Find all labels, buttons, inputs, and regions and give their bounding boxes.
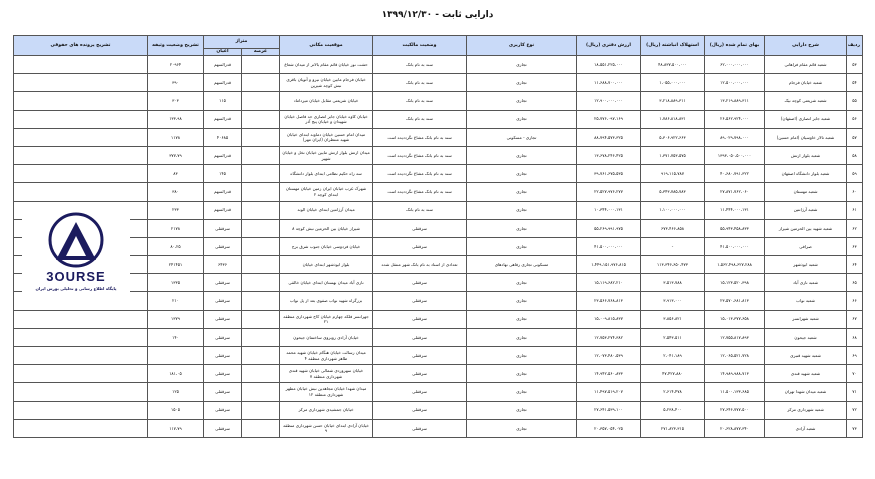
bourse-logo-mark <box>46 212 106 268</box>
cell-legal-notes <box>14 74 148 92</box>
cell-row-number: ۶۹ <box>847 347 863 365</box>
cell-legal-notes <box>14 56 148 74</box>
cell-cost: ۱۵،۱۲۳،۵۲۰،۳۹۸ <box>705 274 765 292</box>
cell-row-number: ۵۵ <box>847 92 863 110</box>
cell-usage: تجاری <box>467 274 577 292</box>
table-row <box>14 165 863 183</box>
cell-location: خیابان شریعتی مقابل خیابان میرداماد <box>280 92 373 110</box>
cell-depreciation: ۱۱۳،۳۴۶،۶۵۰،۴۷۳ <box>641 256 705 274</box>
cell-area-land <box>242 165 280 183</box>
cell-usage: تجاری <box>467 146 577 164</box>
cell-area-land <box>242 128 280 146</box>
cell-depreciation: ۴۷،۴۲۷،۸۸۰ <box>641 365 705 383</box>
cell-book-value: ۸۸،۷۹۴،۵۷۳،۳۲۵ <box>577 128 641 146</box>
cell-ownership: سند به نام بانک <box>373 201 467 219</box>
cell-description: شعبه بلوار ارتش <box>765 146 847 164</box>
cell-usage: تجاری <box>467 237 577 255</box>
cell-location: شهرک غرب خیابان ایران زمین خیابان مهستان ابتدای کوچه ۲ <box>280 183 373 201</box>
cell-doc-status: ۲۴۱۴۵۱ <box>148 256 204 274</box>
cell-cost: ۴۱،۵۰۰،۰۰۰،۰۰۰ <box>705 237 765 255</box>
cell-row-number: ۶۵ <box>847 274 863 292</box>
table-row <box>14 219 863 237</box>
cell-usage: تجاری <box>467 219 577 237</box>
cell-row-number: ۶۶ <box>847 292 863 310</box>
table-row <box>14 328 863 346</box>
cell-area-building: سرقفلی <box>204 219 242 237</box>
table-row <box>14 92 863 110</box>
cell-row-number: ۵۴ <box>847 74 863 92</box>
cell-description: شعبه شریعتی کوچه نیک <box>765 92 847 110</box>
cell-row-number: ۶۳ <box>847 237 863 255</box>
col-header-ownership: وضعیت مالکیت <box>373 36 467 56</box>
cell-description: شعبه شهرداری مرکز <box>765 401 847 419</box>
cell-location: خیابان آزادی ابتدای خیابان حسن شهرداری منطقه ۹ <box>280 419 373 437</box>
cell-book-value: ۲۷،۶۴۱،۵۳۹،۱۰۰ <box>577 401 641 419</box>
cell-area-building: ۱۴۵ <box>204 165 242 183</box>
cell-usage: تجاری <box>467 110 577 128</box>
cell-book-value: ۲۰،۳۵۷،۰۵۴،۰۲۵ <box>577 419 641 437</box>
cell-description: شعبه نازی آباد <box>765 274 847 292</box>
cell-description: شعبه مهستان <box>765 183 847 201</box>
cell-depreciation: ۴۸،۸۳۷،۵۰۰،۰۰۰ <box>641 56 705 74</box>
cell-book-value: ۴۱،۵۰۰،۰۰۰،۰۰۰ <box>577 237 641 255</box>
cell-legal-notes <box>14 146 148 164</box>
col-header-usage: نوع کاربری <box>467 36 577 56</box>
cell-area-building: قدرالسهم <box>204 183 242 201</box>
cell-legal-notes <box>14 365 148 383</box>
cell-description: شعبه نواب <box>765 292 847 310</box>
cell-row-number: ۷۳ <box>847 419 863 437</box>
cell-area-land <box>242 237 280 255</box>
cell-area-land <box>242 310 280 328</box>
cell-cost: ۶۲،۰۰۰،۰۰۰،۰۰۰ <box>705 56 765 74</box>
cell-cost: ۱۲،۰۶۵،۵۲۱،۷۲۸ <box>705 347 765 365</box>
cell-legal-notes <box>14 347 148 365</box>
cell-area-land <box>242 347 280 365</box>
cell-row-number: ۷۰ <box>847 365 863 383</box>
cell-description: شعبه ابوذشهر <box>765 256 847 274</box>
cell-area-building: ۶۴۳۶ <box>204 256 242 274</box>
cell-doc-status <box>148 347 204 365</box>
cell-usage: تجاری <box>467 74 577 92</box>
cell-cost: ۱۱،۵۰۰،۱۳۳،۶۸۵ <box>705 383 765 401</box>
cell-book-value: ۱۱،۶۸۸،۷۰۰،۰۰۰ <box>577 74 641 92</box>
cell-doc-status: ۱۱۷۸ <box>148 128 204 146</box>
cell-doc-status: ۳۷۷،۷۹ <box>148 146 204 164</box>
cell-book-value: ۱۳،۶۷۸،۲۴۶،۴۲۵ <box>577 146 641 164</box>
cell-cost: ۱۳۹۳،۰۵۰،۵۰۰،۰۰۰ <box>705 146 765 164</box>
cell-row-number: ۵۸ <box>847 146 863 164</box>
table-row <box>14 347 863 365</box>
col-header-book-value: ارزش دفتری (ریال) <box>577 36 641 56</box>
cell-row-number: ۶۰ <box>847 183 863 201</box>
cell-cost: ۱۲،۷۵۵،۸۱۷،۸۹۳ <box>705 328 765 346</box>
cell-area-building: سرقفلی <box>204 292 242 310</box>
cell-depreciation: ۱،۰۵۵،۰۰۰،۰۰۰ <box>641 74 705 92</box>
cell-location: جهرانسر فلکه چهارم خیابان کاج شهرداری منطقه ۲۱ <box>280 310 373 328</box>
cell-book-value: ۳۹،۷۶۱،۶۷۵،۵۳۵ <box>577 165 641 183</box>
cell-doc-status: ۱۵۰۵ <box>148 401 204 419</box>
cell-description: شعبه شهید قنبری <box>765 347 847 365</box>
cell-ownership: سرقفلی <box>373 419 467 437</box>
table-row <box>14 274 863 292</box>
cell-doc-status: ۱۴۰ <box>148 328 204 346</box>
cell-location: حشت نور خیابان قائم مقام بالاتر از میدان شعاع <box>280 56 373 74</box>
cell-ownership: سند به نام بانک <box>373 110 467 128</box>
cell-row-number: ۶۸ <box>847 328 863 346</box>
cell-usage: تجاری <box>467 328 577 346</box>
cell-book-value: ۱،۴۴۹،۱۵۱،۹۷۶،۸۱۵ <box>577 256 641 274</box>
cell-area-building: سرقفلی <box>204 237 242 255</box>
cell-legal-notes <box>14 110 148 128</box>
cell-area-building: سرقفلی <box>204 347 242 365</box>
cell-area-building: قدرالسهم <box>204 146 242 164</box>
cell-description: شعبه شهید بین الحرمین شیراز <box>765 219 847 237</box>
cell-area-building: قدرالسهم <box>204 110 242 128</box>
col-header-legal-notes: تشریح پرونده های حقوقی <box>14 36 148 56</box>
cell-cost: ۱۲،۵۰۰،۰۰۰،۰۰۰ <box>705 74 765 92</box>
cell-cost: ۱۴،۹۸۹،۹۸۸،۷۱۳ <box>705 365 765 383</box>
logo-subtitle: پایگاه اطلاع رسانی و تحلیلی بورس ایران <box>35 286 117 291</box>
cell-doc-status: ۲۰۹۶۴ <box>148 56 204 74</box>
cell-location: خیابان فردوسی خیابان جنوب شرق برج <box>280 237 373 255</box>
cell-book-value: ۱۵،۱۱۹،۶۸۲،۲۱۰ <box>577 274 641 292</box>
cell-ownership: سند به نام بانک <box>373 92 467 110</box>
cell-description: شعبه میدان شهدا تهران <box>765 383 847 401</box>
col-header-doc-status: تشریح وضعیت وثیقه <box>148 36 204 56</box>
fixed-assets-table <box>13 35 863 438</box>
cell-book-value: ۱۰،۳۴۴،۰۰۰،۱۳۱ <box>577 201 641 219</box>
cell-area-building: سرقفلی <box>204 365 242 383</box>
cell-doc-status: ۱۸۱،۰۵ <box>148 365 204 383</box>
cell-legal-notes <box>14 419 148 437</box>
cell-cost: ۲۷،۸۷۱،۷۶۲،۰۶۰ <box>705 183 765 201</box>
cell-location: میدان شهدا خیابان مجاهدین نبش خیابان مطهر شهرداری منطقه ۱۲ <box>280 383 373 401</box>
cell-book-value: ۱۲،۹۰۰،۰۰۰،۰۰۰ <box>577 92 641 110</box>
cell-description: شعبه شهید قندی <box>765 365 847 383</box>
col-header-depreciation: استهلاک انباشته (ریال) <box>641 36 705 56</box>
cell-location: نازی آباد میدان بهستان ابتدای خیابان خالقی <box>280 274 373 292</box>
cell-area-building: سرقفلی <box>204 274 242 292</box>
cell-description: شعبه شهرانسر <box>765 310 847 328</box>
cell-usage: تجاری <box>467 419 577 437</box>
cell-doc-status: ۱۳۳،۹۸ <box>148 110 204 128</box>
cell-area-land <box>242 328 280 346</box>
cell-depreciation: ۲۷۱،۸۲۳،۳۱۵ <box>641 419 705 437</box>
cell-cost: ۸۹،۰۲۹،۷۹۸،۰۰۰ <box>705 128 765 146</box>
cell-legal-notes <box>14 401 148 419</box>
cell-usage: تجاری <box>467 401 577 419</box>
cell-doc-status: ۳۸۰ <box>148 183 204 201</box>
cell-area-building: ۴۰۶۸۵ <box>204 128 242 146</box>
cell-book-value: ۵۵،۲۶۹،۹۹۱،۹۷۵ <box>577 219 641 237</box>
col-header-location: موقعیت مکانی <box>280 36 373 56</box>
cell-area-land <box>242 110 280 128</box>
cell-area-land <box>242 401 280 419</box>
cell-area-land <box>242 146 280 164</box>
table-row <box>14 310 863 328</box>
cell-description: شعبه آزادی <box>765 419 847 437</box>
cell-ownership: سند به نام بانک مشاع نگرددیده است <box>373 165 467 183</box>
cell-row-number: ۶۷ <box>847 310 863 328</box>
table-row <box>14 256 863 274</box>
cell-usage: تجاری <box>467 347 577 365</box>
cell-row-number: ۵۹ <box>847 165 863 183</box>
cell-usage: تجاری <box>467 201 577 219</box>
cell-usage: تجاری <box>467 383 577 401</box>
col-header-cost: بهای تمام شده (ریال) <box>705 36 765 56</box>
cell-legal-notes <box>14 128 148 146</box>
cell-depreciation: ۵،۳۰۶،۹۲۲،۶۶۳ <box>641 128 705 146</box>
cell-area-land <box>242 274 280 292</box>
cell-doc-status: ۱۳۳۵ <box>148 274 204 292</box>
table-row <box>14 74 863 92</box>
cell-cost: ۱،۵۶۲،۴۹۸،۶۲۷،۲۸۸ <box>705 256 765 274</box>
cell-area-land <box>242 201 280 219</box>
cell-doc-status: ۲۳۳ <box>148 201 204 219</box>
col-header-area-building: اعیان <box>204 49 242 56</box>
cell-doc-status: ۲۱۷۸ <box>148 219 204 237</box>
cell-description: شعبه آرژانتین <box>765 201 847 219</box>
cell-legal-notes <box>14 165 148 183</box>
cell-row-number: ۷۲ <box>847 401 863 419</box>
cell-area-land <box>242 56 280 74</box>
cell-location: میدان ارتش بلوار ارتش مابین خیابان نخل و خیابان شهیر <box>280 146 373 164</box>
cell-doc-status: ۲۱۰ <box>148 292 204 310</box>
cell-book-value: ۲۲،۵۲۷،۹۷۶،۲۷۷ <box>577 183 641 201</box>
cell-depreciation: ۱،۷۸۶،۸۱۸،۸۳۱ <box>641 110 705 128</box>
cell-row-number: ۵۶ <box>847 110 863 128</box>
table-row <box>14 383 863 401</box>
col-header-row: ردیف <box>847 36 863 56</box>
cell-ownership: سرقفلی <box>373 328 467 346</box>
cell-location: شیراز خیابان بین الحرمین نبش کوچه ۸ <box>280 219 373 237</box>
cell-usage: مسکونی تجاری رفاهی نهادهای <box>467 256 577 274</box>
cell-cost: ۱۱،۴۴۴،۰۰۰،۱۳۱ <box>705 201 765 219</box>
cell-description: شعبه خیابان فرجام <box>765 74 847 92</box>
cell-cost: ۱۵،۰۱۳،۳۷۷،۶۵۸ <box>705 310 765 328</box>
cell-row-number: ۶۲ <box>847 219 863 237</box>
cell-book-value: ۲۵،۷۷۶،۰۹۷،۱۶۹ <box>577 110 641 128</box>
cell-usage: تجاری <box>467 183 577 201</box>
table-row <box>14 56 863 74</box>
table-row <box>14 110 863 128</box>
cell-book-value: ۱۴،۹۴۲،۵۶۰،۸۳۳ <box>577 365 641 383</box>
cell-ownership: سرقفلی <box>373 383 467 401</box>
cell-ownership: سند به نام بانک مشاع نگرددیده است <box>373 183 467 201</box>
col-header-area: متراژ <box>204 36 280 49</box>
table-row <box>14 183 863 201</box>
table-row <box>14 419 863 437</box>
cell-depreciation: ۳،۸۵۶،۸۲۱ <box>641 310 705 328</box>
cell-location: خیابان کاوه خیابان جابر انصاری حد فاصل خیابان شهیدان و خیابان پنج آذر <box>280 110 373 128</box>
logo-wordmark: 3OURSE <box>46 269 106 284</box>
cell-area-building: سرقفلی <box>204 401 242 419</box>
cell-ownership: سرقفلی <box>373 219 467 237</box>
cell-location: میدان رسالت خیابان هنگام خیابان شهید محمد طاهر شهرداری منطقه ۴ <box>280 347 373 365</box>
cell-depreciation: ۲،۰۴۱،۱۸۹ <box>641 347 705 365</box>
cell-ownership: سرقفلی <box>373 292 467 310</box>
cell-location: بلوار ابوذشهر ابتدای خیابان <box>280 256 373 274</box>
cell-doc-status: ۱۱۷،۷۹ <box>148 419 204 437</box>
page-title: دارایی ثابت - ۱۳۹۹/۱۲/۳۰ <box>381 10 494 20</box>
cell-description: شعبه تالار خاوسیان (امام حسین) <box>765 128 847 146</box>
cell-book-value: ۱۲،۰۷۳،۴۸۰،۵۳۹ <box>577 347 641 365</box>
cell-description: شعبه قائم مقام فراهانی <box>765 56 847 74</box>
cell-ownership: سند به نام بانک <box>373 74 467 92</box>
table-row <box>14 292 863 310</box>
cell-location: خیابان فرجام مابین خیابان نیرو و آتوبان باقری نبش کوچه شیرین <box>280 74 373 92</box>
bourse-logo <box>22 212 130 302</box>
cell-area-land <box>242 219 280 237</box>
cell-legal-notes <box>14 328 148 346</box>
cell-usage: تجاری <box>467 310 577 328</box>
cell-depreciation: ۲،۶۱۴،۴۷۸ <box>641 383 705 401</box>
cell-area-land <box>242 92 280 110</box>
cell-ownership: تعدادی از اسناد به نام بانک شهر منتقل شده <box>373 256 467 274</box>
cell-doc-status: ۱۲۵ <box>148 383 204 401</box>
cell-area-land <box>242 292 280 310</box>
cell-depreciation: ۱،۱۰۰،۰۰۰،۰۰۰ <box>641 201 705 219</box>
cell-legal-notes <box>14 310 148 328</box>
cell-area-land <box>242 419 280 437</box>
cell-location: بزرگراه شهید نواب صفوی بعد از پل نواب <box>280 292 373 310</box>
cell-usage: تجاری <box>467 165 577 183</box>
cell-area-land <box>242 183 280 201</box>
cell-depreciation: ۱،۳۷۱،۷۵۳،۵۷۵ <box>641 146 705 164</box>
cell-doc-status: ۱۳۷۹ <box>148 310 204 328</box>
cell-location: خیابان جمشیدی شهرداری مرکز <box>280 401 373 419</box>
cell-usage: تجاری <box>467 92 577 110</box>
cell-depreciation: ۵،۲۳۸،۴۰۰ <box>641 401 705 419</box>
cell-area-land <box>242 256 280 274</box>
cell-area-building: سرقفلی <box>204 419 242 437</box>
table-row <box>14 128 863 146</box>
cell-location: میدان امام حسین خیابان دماوند ابتدای خیابان شهید منتظران (ایران مهر) <box>280 128 373 146</box>
table-row <box>14 365 863 383</box>
cell-ownership: سند به نام بانک مشاع نگرددیده است <box>373 146 467 164</box>
cell-depreciation: ۶۷۳،۴۶۶،۸۵۸ <box>641 219 705 237</box>
table-row <box>14 146 863 164</box>
cell-area-building: قدرالسهم <box>204 74 242 92</box>
cell-depreciation: ۹۱۹،۱۱۵،۷۸۷ <box>641 165 705 183</box>
cell-cost: ۲۳،۵۷۰،۶۸۱،۸۱۳ <box>705 292 765 310</box>
cell-ownership: سرقفلی <box>373 237 467 255</box>
cell-book-value: ۱۲،۷۵۳،۲۷۴،۳۸۲ <box>577 328 641 346</box>
cell-area-land <box>242 74 280 92</box>
cell-usage: تجاری - مسکونی <box>467 128 577 146</box>
cell-ownership: سرقفلی <box>373 365 467 383</box>
cell-area-building: قدرالسهم <box>204 56 242 74</box>
cell-area-building: سرقفلی <box>204 328 242 346</box>
cell-cost: ۲۰،۶۲۸،۸۷۷،۳۴۰ <box>705 419 765 437</box>
cell-usage: تجاری <box>467 292 577 310</box>
cell-depreciation: - <box>641 237 705 255</box>
cell-area-land <box>242 383 280 401</box>
cell-ownership: سرقفلی <box>373 401 467 419</box>
table-row <box>14 401 863 419</box>
cell-book-value: ۱۵،۰۰۹،۸۱۵،۸۳۷ <box>577 310 641 328</box>
cell-location: میدان آرژانتین ابتدای خیابان الوند <box>280 201 373 219</box>
cell-row-number: ۵۳ <box>847 56 863 74</box>
cell-area-building: قدرالسهم <box>204 201 242 219</box>
col-header-area-land: عرصه <box>242 49 280 56</box>
cell-book-value: ۱۸،۵۵۱،۲۲۵،۰۰۰ <box>577 56 641 74</box>
cell-legal-notes <box>14 183 148 201</box>
cell-doc-status: ۳۹۰ <box>148 74 204 92</box>
cell-ownership: سند به نام بانک <box>373 56 467 74</box>
cell-book-value: ۱۱،۴۹۷،۵۱۹،۲۰۷ <box>577 383 641 401</box>
cell-description: شعبه جیحون <box>765 328 847 346</box>
cell-doc-status: ۸۳ <box>148 165 204 183</box>
cell-cost: ۵۵،۹۴۳،۴۵۸،۸۳۳ <box>705 219 765 237</box>
cell-row-number: ۶۴ <box>847 256 863 274</box>
cell-row-number: ۵۷ <box>847 128 863 146</box>
cell-ownership: سرقفلی <box>373 310 467 328</box>
cell-cost: ۴۰،۶۸۰،۷۹۱،۳۲۲ <box>705 165 765 183</box>
cell-ownership: سند به نام بانک مشاع نگرددیده است <box>373 128 467 146</box>
cell-area-building: سرقفلی <box>204 383 242 401</box>
cell-legal-notes <box>14 383 148 401</box>
cell-depreciation: ۳،۵۱۳،۷۸۸ <box>641 274 705 292</box>
cell-description: صرافی <box>765 237 847 255</box>
cell-doc-status: ۳۰۳ <box>148 92 204 110</box>
cell-area-land <box>242 365 280 383</box>
cell-row-number: ۷۱ <box>847 383 863 401</box>
cell-description: شعبه جابر انصاری (اصفهان) <box>765 110 847 128</box>
cell-area-building: ۱۱۵ <box>204 92 242 110</box>
cell-description: شعبه بلوار دانشگاه اصفهان <box>765 165 847 183</box>
col-header-description: شرح دارایی <box>765 36 847 56</box>
cell-location: سه راه حکیم نظامی ابتدای بلوار دانشگاه <box>280 165 373 183</box>
cell-ownership: سرقفلی <box>373 274 467 292</box>
cell-row-number: ۶۱ <box>847 201 863 219</box>
table-row <box>14 201 863 219</box>
cell-depreciation: ۲،۵۴۳،۵۱۱ <box>641 328 705 346</box>
cell-cost: ۱۳،۲۱۹،۸۸۹،۳۱۱ <box>705 92 765 110</box>
cell-depreciation: ۵،۳۴۳،۷۸۵،۷۸۳ <box>641 183 705 201</box>
cell-depreciation: ۳،۲۱۸،۸۸۹،۳۱۱ <box>641 92 705 110</box>
table-row <box>14 237 863 255</box>
cell-location: خیابان سهروردی شمالی خیابان شهید قندی شهرداری منطقه ۷ <box>280 365 373 383</box>
cell-cost: ۲۶،۵۶۲،۹۲۴،۰۰۰ <box>705 110 765 128</box>
cell-cost: ۲۷،۶۴۶،۷۷۷،۵۰۰ <box>705 401 765 419</box>
cell-area-building: سرقفلی <box>204 310 242 328</box>
cell-usage: تجاری <box>467 365 577 383</box>
cell-usage: تجاری <box>467 56 577 74</box>
cell-book-value: ۲۳،۵۶۶،۷۶۸،۸۱۳ <box>577 292 641 310</box>
cell-legal-notes <box>14 92 148 110</box>
cell-doc-status: ۸۰،۲۵ <box>148 237 204 255</box>
cell-ownership: سرقفلی <box>373 347 467 365</box>
cell-location: خیابان آزادی روبروی ساختمان جیحون <box>280 328 373 346</box>
cell-depreciation: ۳،۹۱۳،۰۰۰ <box>641 292 705 310</box>
